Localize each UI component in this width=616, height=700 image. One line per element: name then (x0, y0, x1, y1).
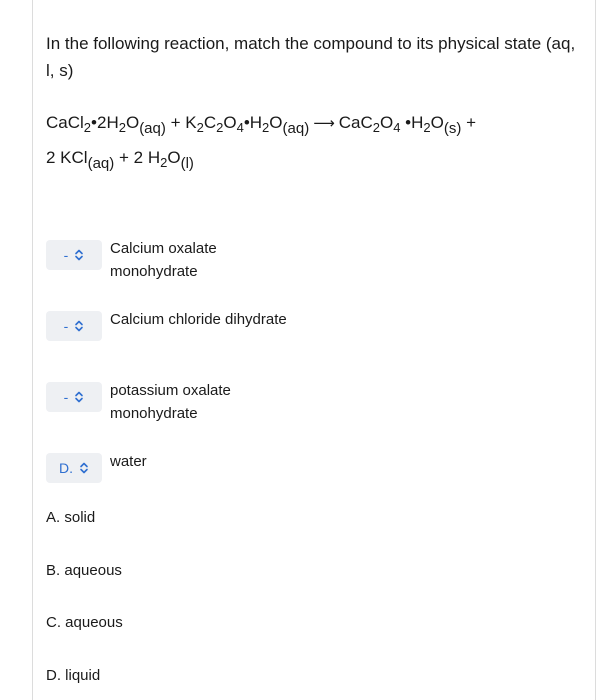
match-label-1: Calcium oxalate monohydrate (110, 240, 217, 280)
chevron-up-down-icon (79, 461, 89, 475)
match-select-4[interactable]: D. (46, 453, 102, 483)
match-label-3: potassium oxalate monohydrate (110, 382, 231, 422)
match-row-3 (46, 382, 290, 425)
chevron-up-down-icon (74, 390, 84, 404)
answer-option-d: D. liquid (46, 667, 101, 684)
answer-option-a: A. solid (46, 509, 96, 526)
match-select-3[interactable]: - (46, 382, 102, 412)
chevron-up-down-icon (74, 248, 84, 262)
product-potassium-chloride: 2 KCl(aq) (46, 148, 115, 172)
match-row-4 (46, 453, 290, 483)
product-water: + 2 $H_2O(l)$ (114, 148, 194, 172)
reactant-potassium-oxalate: $K_2C_2O_4•H_2O(aq)$ (185, 113, 310, 137)
match-select-2[interactable]: - (46, 311, 102, 341)
question-panel (32, 0, 596, 700)
chemical-equation: $CaCl_2•2H_2O(aq)$ + $K_2C_2O_4•H_2O(aq)$ ⟶ $CaC_2O_4$ $•H_2O(s)$ + 2 KCl(aq) + 2 $H_2O(l)$ (46, 106, 586, 175)
match-row-1 (46, 240, 290, 283)
answer-option-b: B. aqueous (46, 562, 122, 579)
reaction-arrow: ⟶ (313, 115, 335, 132)
reactant-calcium-chloride: $CaCl_2•2H_2O(aq)$ (46, 113, 166, 137)
question-text: In the following reaction, match the compound to its physical state (aq, l, s) (46, 34, 576, 80)
match-label-2: Calcium chloride dihydrate (110, 311, 287, 328)
answer-option-c: C. aqueous (46, 614, 123, 631)
match-row-2 (46, 311, 290, 341)
match-select-1[interactable]: - (46, 240, 102, 270)
product-calcium-oxalate: $CaC_2O_4$ $•H_2O(s)$ (338, 113, 462, 137)
match-label-4: water (110, 453, 147, 470)
chevron-up-down-icon (74, 319, 84, 333)
